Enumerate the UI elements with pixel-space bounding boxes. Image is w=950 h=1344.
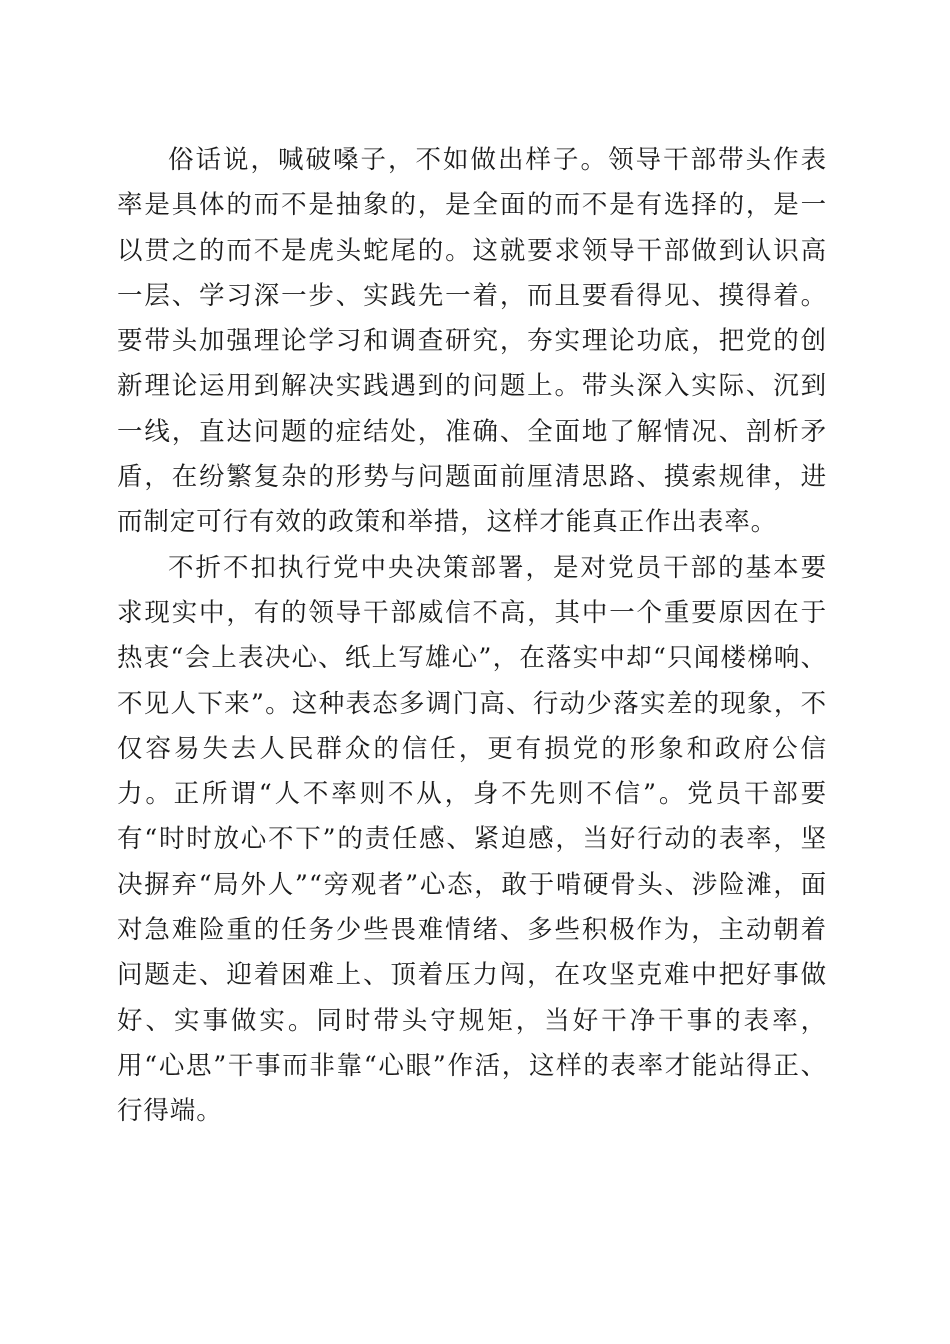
document-body xyxy=(117,138,827,1135)
paragraph-2: 不折不扣执行党中央决策部署，是对党员干部的基本要求现实中，有的领导干部威信不高，其中一个重要原因在于热衷“会上表决心、纸上写雄心”，在落实中却“只闻楼梯响、不见人下来”。这种表态多调门高、行动少落实差的现象，不仅容易失去人民群众的信任，更有损党的形象和政府公信力。正所谓“人不率则不从，身不先则不信”。党员干部要有“时时放心不下”的责任感、紧迫感，当好行动的表率，坚决摒弃“局外人”“旁观者”心态，敢于啃硬骨头、涉险滩，面对急难险重的任务少些畏难情绪、多些积极作为，主动朝着问题走、迎着困难上、顶着压力闯，在攻坚克难中把好事做好、实事做实。同时带头守规矩，当好干净干事的表率，用“心思”干事而非靠“心眼”作活，这样的表率才能站得正、行得端。 xyxy=(117,552,827,1127)
paragraph-1: 俗话说，喊破嗓子，不如做出样子。领导干部带头作表率是具体的而不是抽象的，是全面的而不是有选择的，是一以贯之的而不是虎头蛇尾的。这就要求领导干部做到认识高一层、学习深一步、实践先一着，而且要看得见、摸得着。要带头加强理论学习和调查研究，夯实理论功底，把党的创新理论运用到解决实践遇到的问题上。带头深入实际、沉到一线，直达问题的症结处，准确、全面地了解情况、剖析矛盾，在纷繁复杂的形势与问题面前厘清思路、摸索规律，进而制定可行有效的政策和举措，这样才能真正作出表率。 xyxy=(117,145,827,538)
